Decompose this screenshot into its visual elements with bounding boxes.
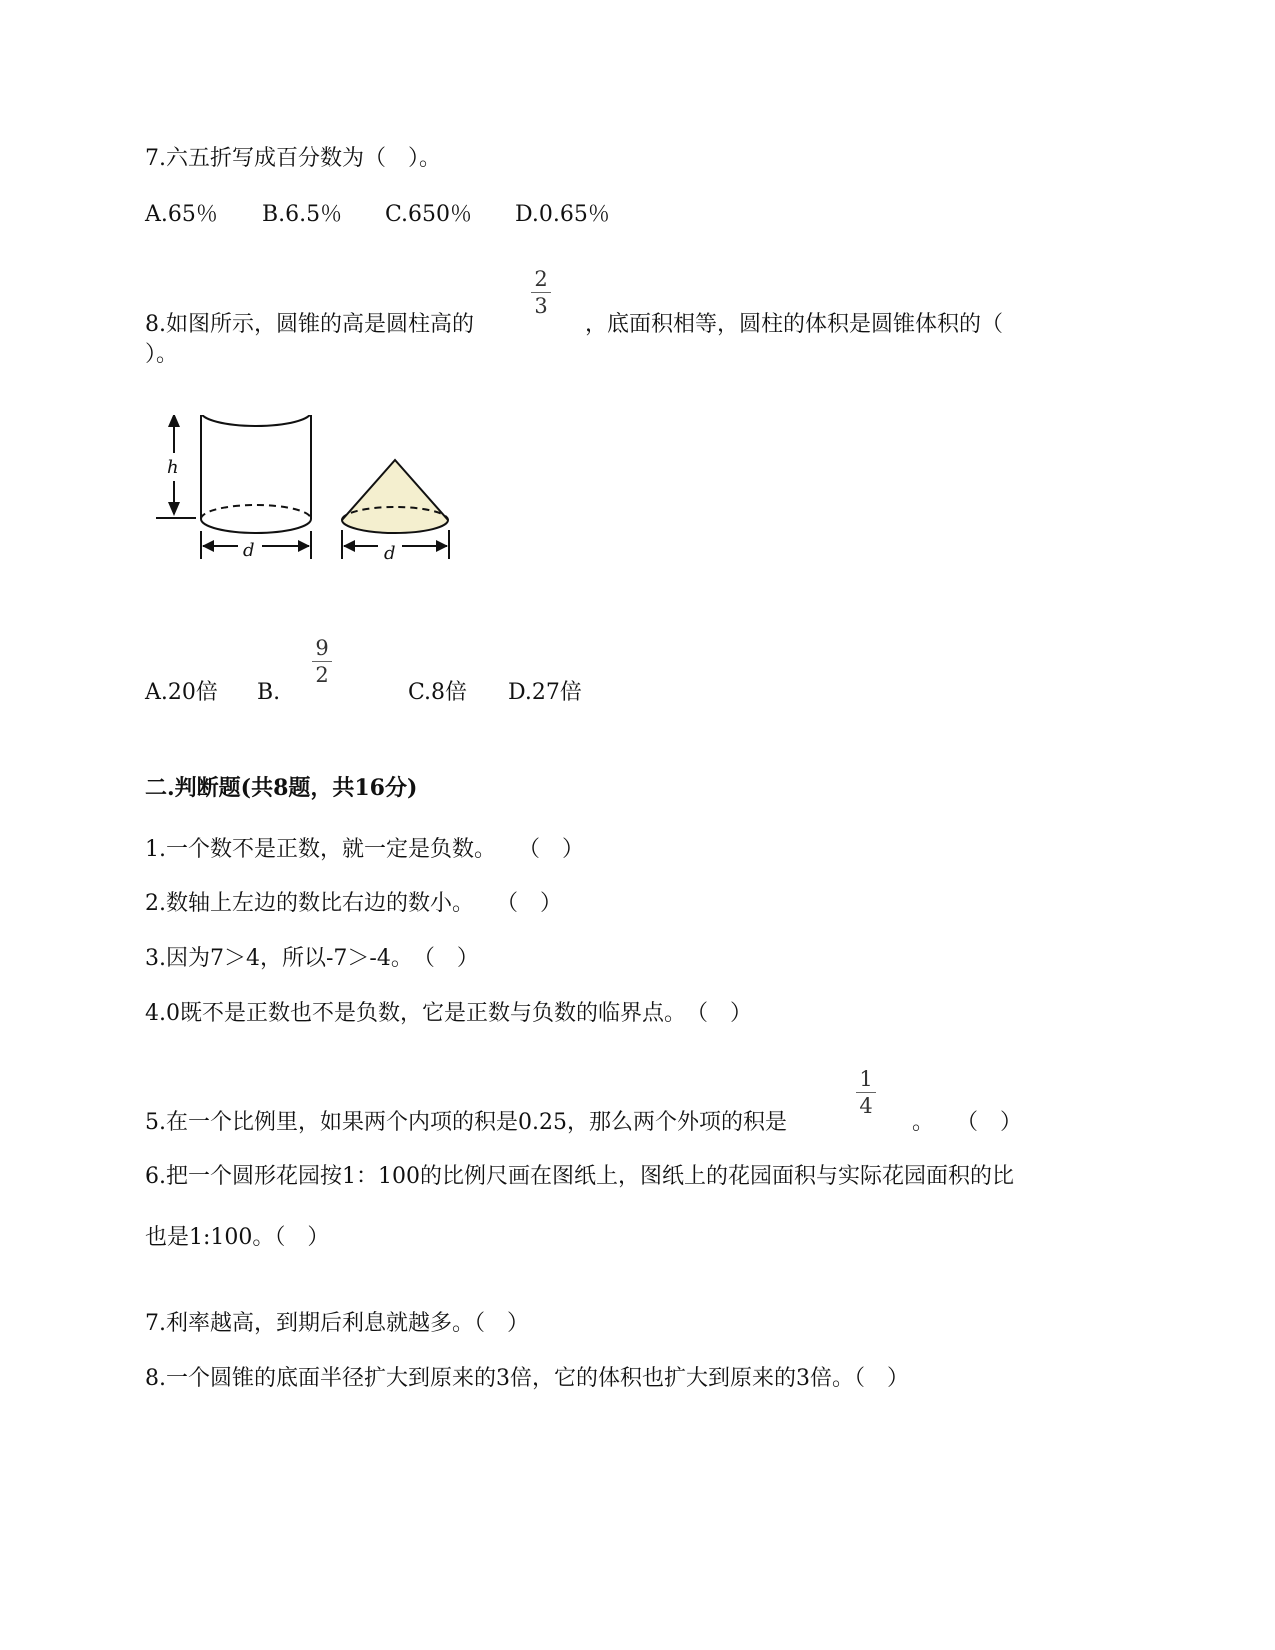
judgement-item-6-line2: 也是1:100。（ ） — [145, 1225, 330, 1250]
cylinder-cone-figure — [150, 415, 480, 595]
judgement-item-5-part1: 5.在一个比例里，如果两个内项的积是0.25，那么两个外项的积是 — [145, 1110, 787, 1135]
judgement-item-5-fraction — [855, 1068, 877, 1117]
fraction-denominator: 3 — [534, 294, 548, 318]
judgement-item-7: 7.利率越高，到期后利息就越多。（ ） — [145, 1311, 529, 1336]
judgement-item-6-line1: 6.把一个圆形花园按1：100的比例尺画在图纸上，图纸上的花园面积与实际花园面积的比 — [145, 1164, 1014, 1189]
judgement-item-1: 1.一个数不是正数，就一定是负数。 （ ） — [145, 837, 584, 862]
q8-option-d: D.27倍 — [508, 680, 582, 705]
cylinder-diameter-label: d — [243, 540, 255, 561]
fraction-bar — [856, 1092, 876, 1093]
cone-shape — [342, 460, 448, 533]
judgement-item-8: 8.一个圆锥的底面半径扩大到原来的3倍，它的体积也扩大到原来的3倍。（ ） — [145, 1366, 909, 1391]
q8-stem-line2: ）。 — [145, 342, 179, 367]
judgement-item-5-part2: 。 （ ） — [912, 1110, 1023, 1135]
section2-title: 二.判断题(共8题，共16分) — [145, 775, 418, 801]
cylinder-shape — [201, 415, 311, 533]
q7-option-a: A.65％ — [145, 202, 218, 227]
judgement-item-3: 3.因为7＞4，所以-7＞-4。 （ ） — [145, 946, 479, 971]
q7-option-b: B.6.5％ — [262, 202, 343, 227]
fraction-numerator: 1 — [859, 1067, 873, 1091]
q8-option-b-fraction — [311, 637, 333, 686]
fraction-denominator: 4 — [859, 1094, 873, 1118]
height-label: h — [167, 457, 179, 478]
fraction-bar — [531, 292, 551, 293]
cone-diameter-label: d — [384, 543, 396, 564]
cylinder-diameter-dimension — [201, 531, 311, 559]
fraction-bar — [312, 661, 332, 662]
q7-option-d: D.0.65％ — [515, 202, 610, 227]
fraction-numerator: 9 — [315, 636, 329, 660]
q8-fraction-two-thirds — [530, 268, 552, 317]
fraction-numerator: 2 — [534, 267, 548, 291]
fraction-denominator: 2 — [315, 663, 329, 687]
q8-option-b-prefix: B. — [257, 680, 281, 705]
q8-option-c: C.8倍 — [408, 680, 468, 705]
q7-stem: 7.六五折写成百分数为（ ）。 — [145, 146, 441, 171]
cylinder-cone-svg — [150, 415, 480, 595]
q8-stem-part2: ，底面积相等，圆柱的体积是圆锥体积的（ — [585, 312, 1004, 337]
q7-option-c: C.650％ — [385, 202, 473, 227]
judgement-item-2: 2.数轴上左边的数比右边的数小。 （ ） — [145, 891, 562, 916]
q8-option-a: A.20倍 — [145, 680, 218, 705]
q8-stem-part1: 8.如图所示，圆锥的高是圆柱高的 — [145, 312, 474, 337]
judgement-item-4: 4.0既不是正数也不是负数，它是正数与负数的临界点。 （ ） — [145, 1001, 752, 1026]
